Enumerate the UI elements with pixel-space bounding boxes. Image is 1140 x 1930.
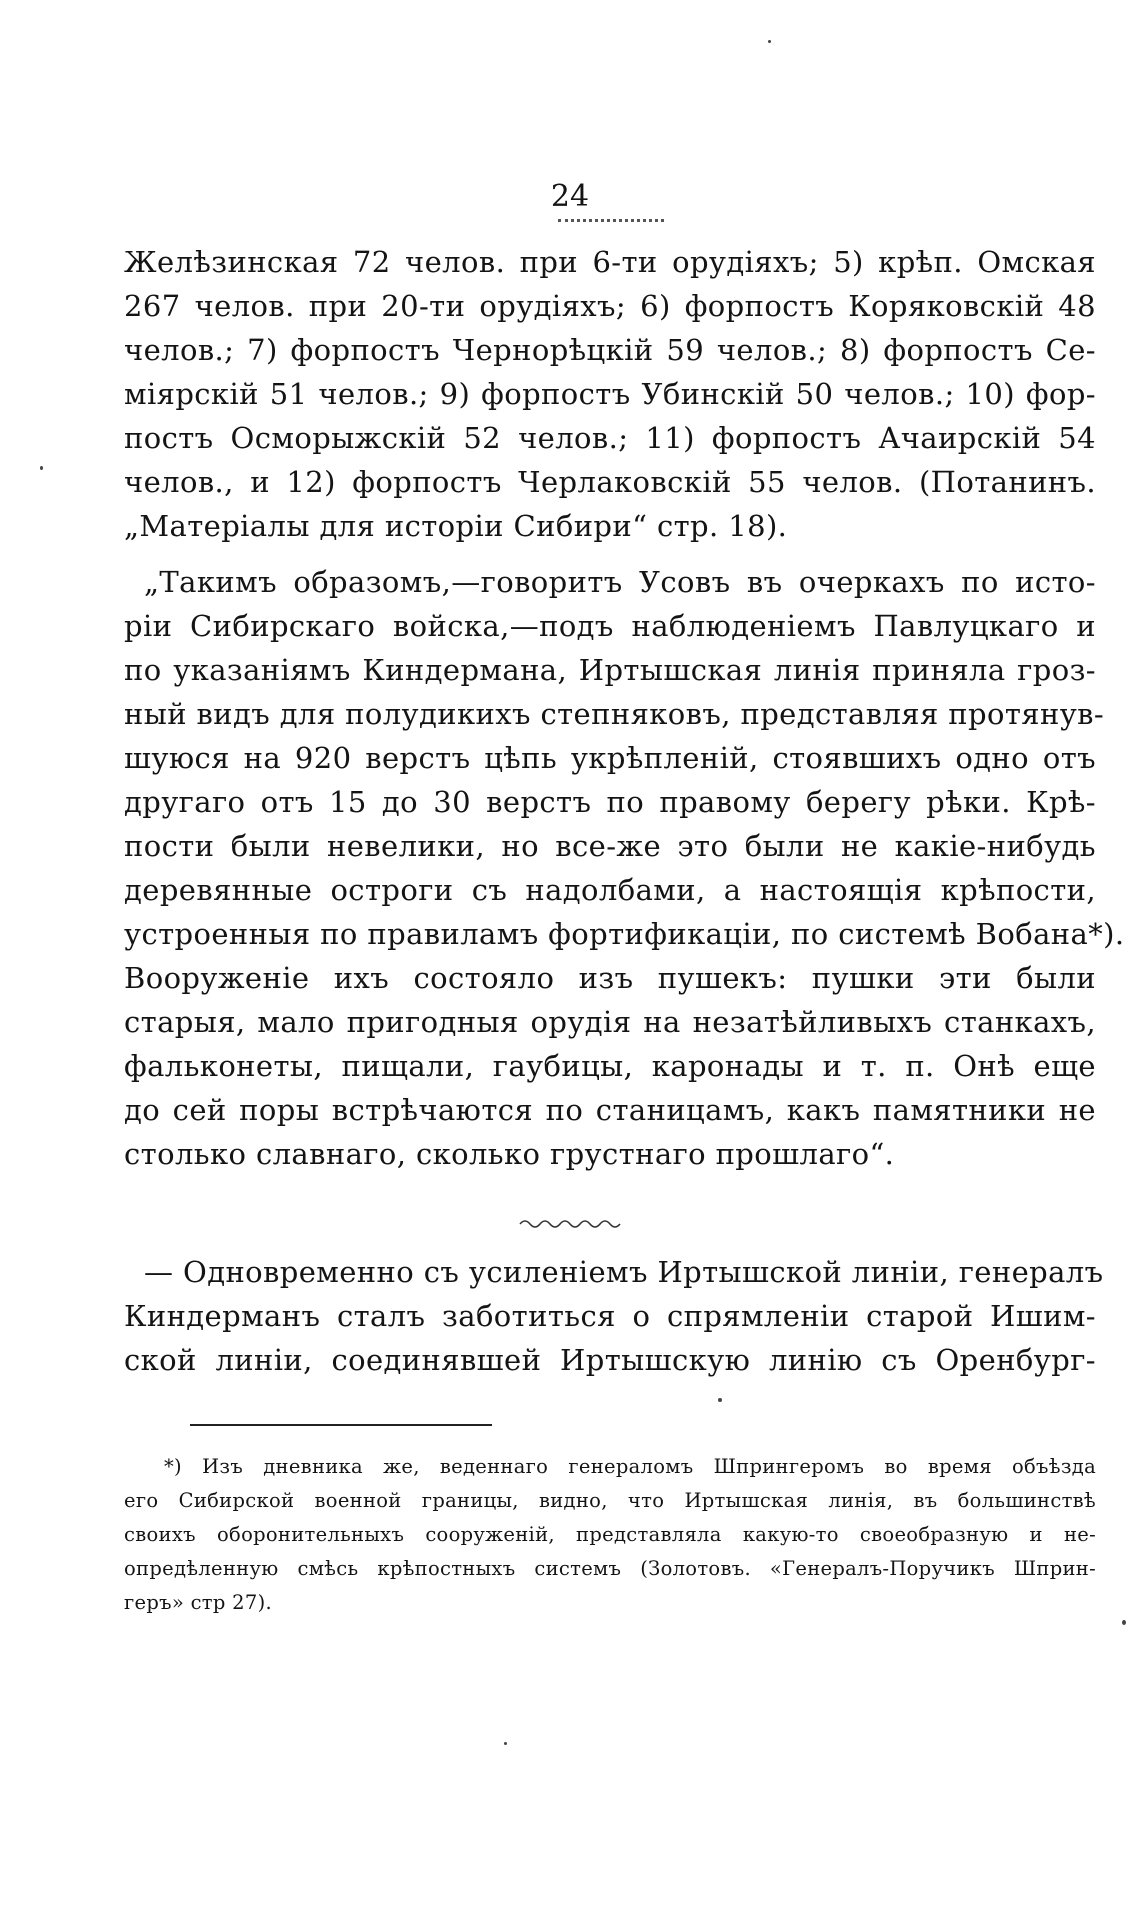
text-line: челов., и 12) форпостъ Черлаковскій 55 челов. (Потанинъ. bbox=[124, 465, 1096, 499]
text-line: Киндерманъ сталъ заботиться о спрямленіи старой Ишим- bbox=[124, 1299, 1096, 1333]
text-line: челов.; 7) форпостъ Чернорѣцкій 59 челов.; 8) форпостъ Се- bbox=[124, 333, 1096, 367]
text-line: деревянные остроги съ надолбами, а настоящія крѣпости, bbox=[124, 873, 1096, 907]
text-line: міярскій 51 челов.; 9) форпостъ Убинскій 50 челов.; 10) фор- bbox=[124, 377, 1096, 411]
footnote-divider bbox=[190, 1424, 492, 1426]
text-line: по указаніямъ Киндермана, Иртышская линія приняла гроз- bbox=[124, 653, 1096, 687]
text-line: 267 челов. при 20-ти орудіяхъ; 6) форпостъ Коряковскій 48 bbox=[124, 289, 1096, 323]
footnote-line: *) Изъ дневника же, веденнаго генераломъ Шпрингеромъ во время объѣзда bbox=[164, 1455, 1096, 1478]
section-divider-ornament bbox=[518, 1216, 624, 1230]
page-number: 24 bbox=[550, 179, 590, 214]
text-line: старыя, мало пригодныя орудія на незатѣйливыхъ станкахъ, bbox=[124, 1005, 1096, 1039]
text-line: ный видъ для полудикихъ степняковъ, представляя протянув- bbox=[124, 697, 1105, 731]
text-line: постъ Осморыжскій 52 челов.; 11) форпостъ Ачаирскій 54 bbox=[124, 421, 1096, 455]
paper-speck bbox=[718, 1398, 722, 1402]
text-line: — Одновременно съ усиленіемъ Иртышской линіи, генералъ bbox=[144, 1255, 1104, 1289]
text-line: до сей поры встрѣчаются по станицамъ, какъ памятники не bbox=[124, 1093, 1096, 1127]
footnote-line: своихъ оборонительныхъ сооруженій, представляла какую-то своеобразную и не- bbox=[124, 1523, 1096, 1546]
paper-speck bbox=[1122, 1620, 1126, 1625]
text-line: „Такимъ образомъ,—говоритъ Усовъ въ очеркахъ по исто- bbox=[144, 565, 1096, 599]
footnote-line: его Сибирской военной границы, видно, что Иртышская линія, въ большинствѣ bbox=[124, 1489, 1096, 1512]
text-line: ріи Сибирскаго войска,—подъ наблюденіемъ Павлуцкаго и bbox=[124, 609, 1096, 643]
text-line: фальконеты, пищали, гаубицы, каронады и т. п. Онѣ еще bbox=[124, 1049, 1096, 1083]
paper-speck bbox=[504, 1742, 507, 1745]
footnote-line: опредѣленную смѣсь крѣпостныхъ системъ (Золотовъ. «Генералъ-Поручикъ Шприн- bbox=[124, 1557, 1096, 1580]
text-line: Желѣзинская 72 челов. при 6-ти орудіяхъ; 5) крѣп. Омская bbox=[124, 245, 1096, 279]
text-line: столько славнаго, сколько грустнаго прошлаго“. bbox=[124, 1137, 895, 1171]
page-number-underline bbox=[558, 219, 664, 222]
text-line: „Матеріалы для исторіи Сибири“ стр. 18). bbox=[124, 509, 788, 543]
text-line: ской линіи, соединявшей Иртышскую линію съ Оренбург- bbox=[124, 1343, 1096, 1377]
paper-speck bbox=[768, 40, 771, 43]
text-line: шуюся на 920 верстъ цѣпь укрѣпленій, стоявшихъ одно отъ bbox=[124, 741, 1096, 775]
footnote-line: геръ» стр 27). bbox=[124, 1591, 272, 1614]
text-line: Вооруженіе ихъ состояло изъ пушекъ: пушки эти были bbox=[124, 961, 1096, 995]
text-line: устроенныя по правиламъ фортификаціи, по системѣ Вобана*). bbox=[124, 917, 1125, 951]
text-line: другаго отъ 15 до 30 верстъ по правому берегу рѣки. Крѣ- bbox=[124, 785, 1096, 819]
text-line: пости были невелики, но все-же это были не какіе-нибудь bbox=[124, 829, 1096, 863]
paper-speck bbox=[40, 466, 43, 470]
